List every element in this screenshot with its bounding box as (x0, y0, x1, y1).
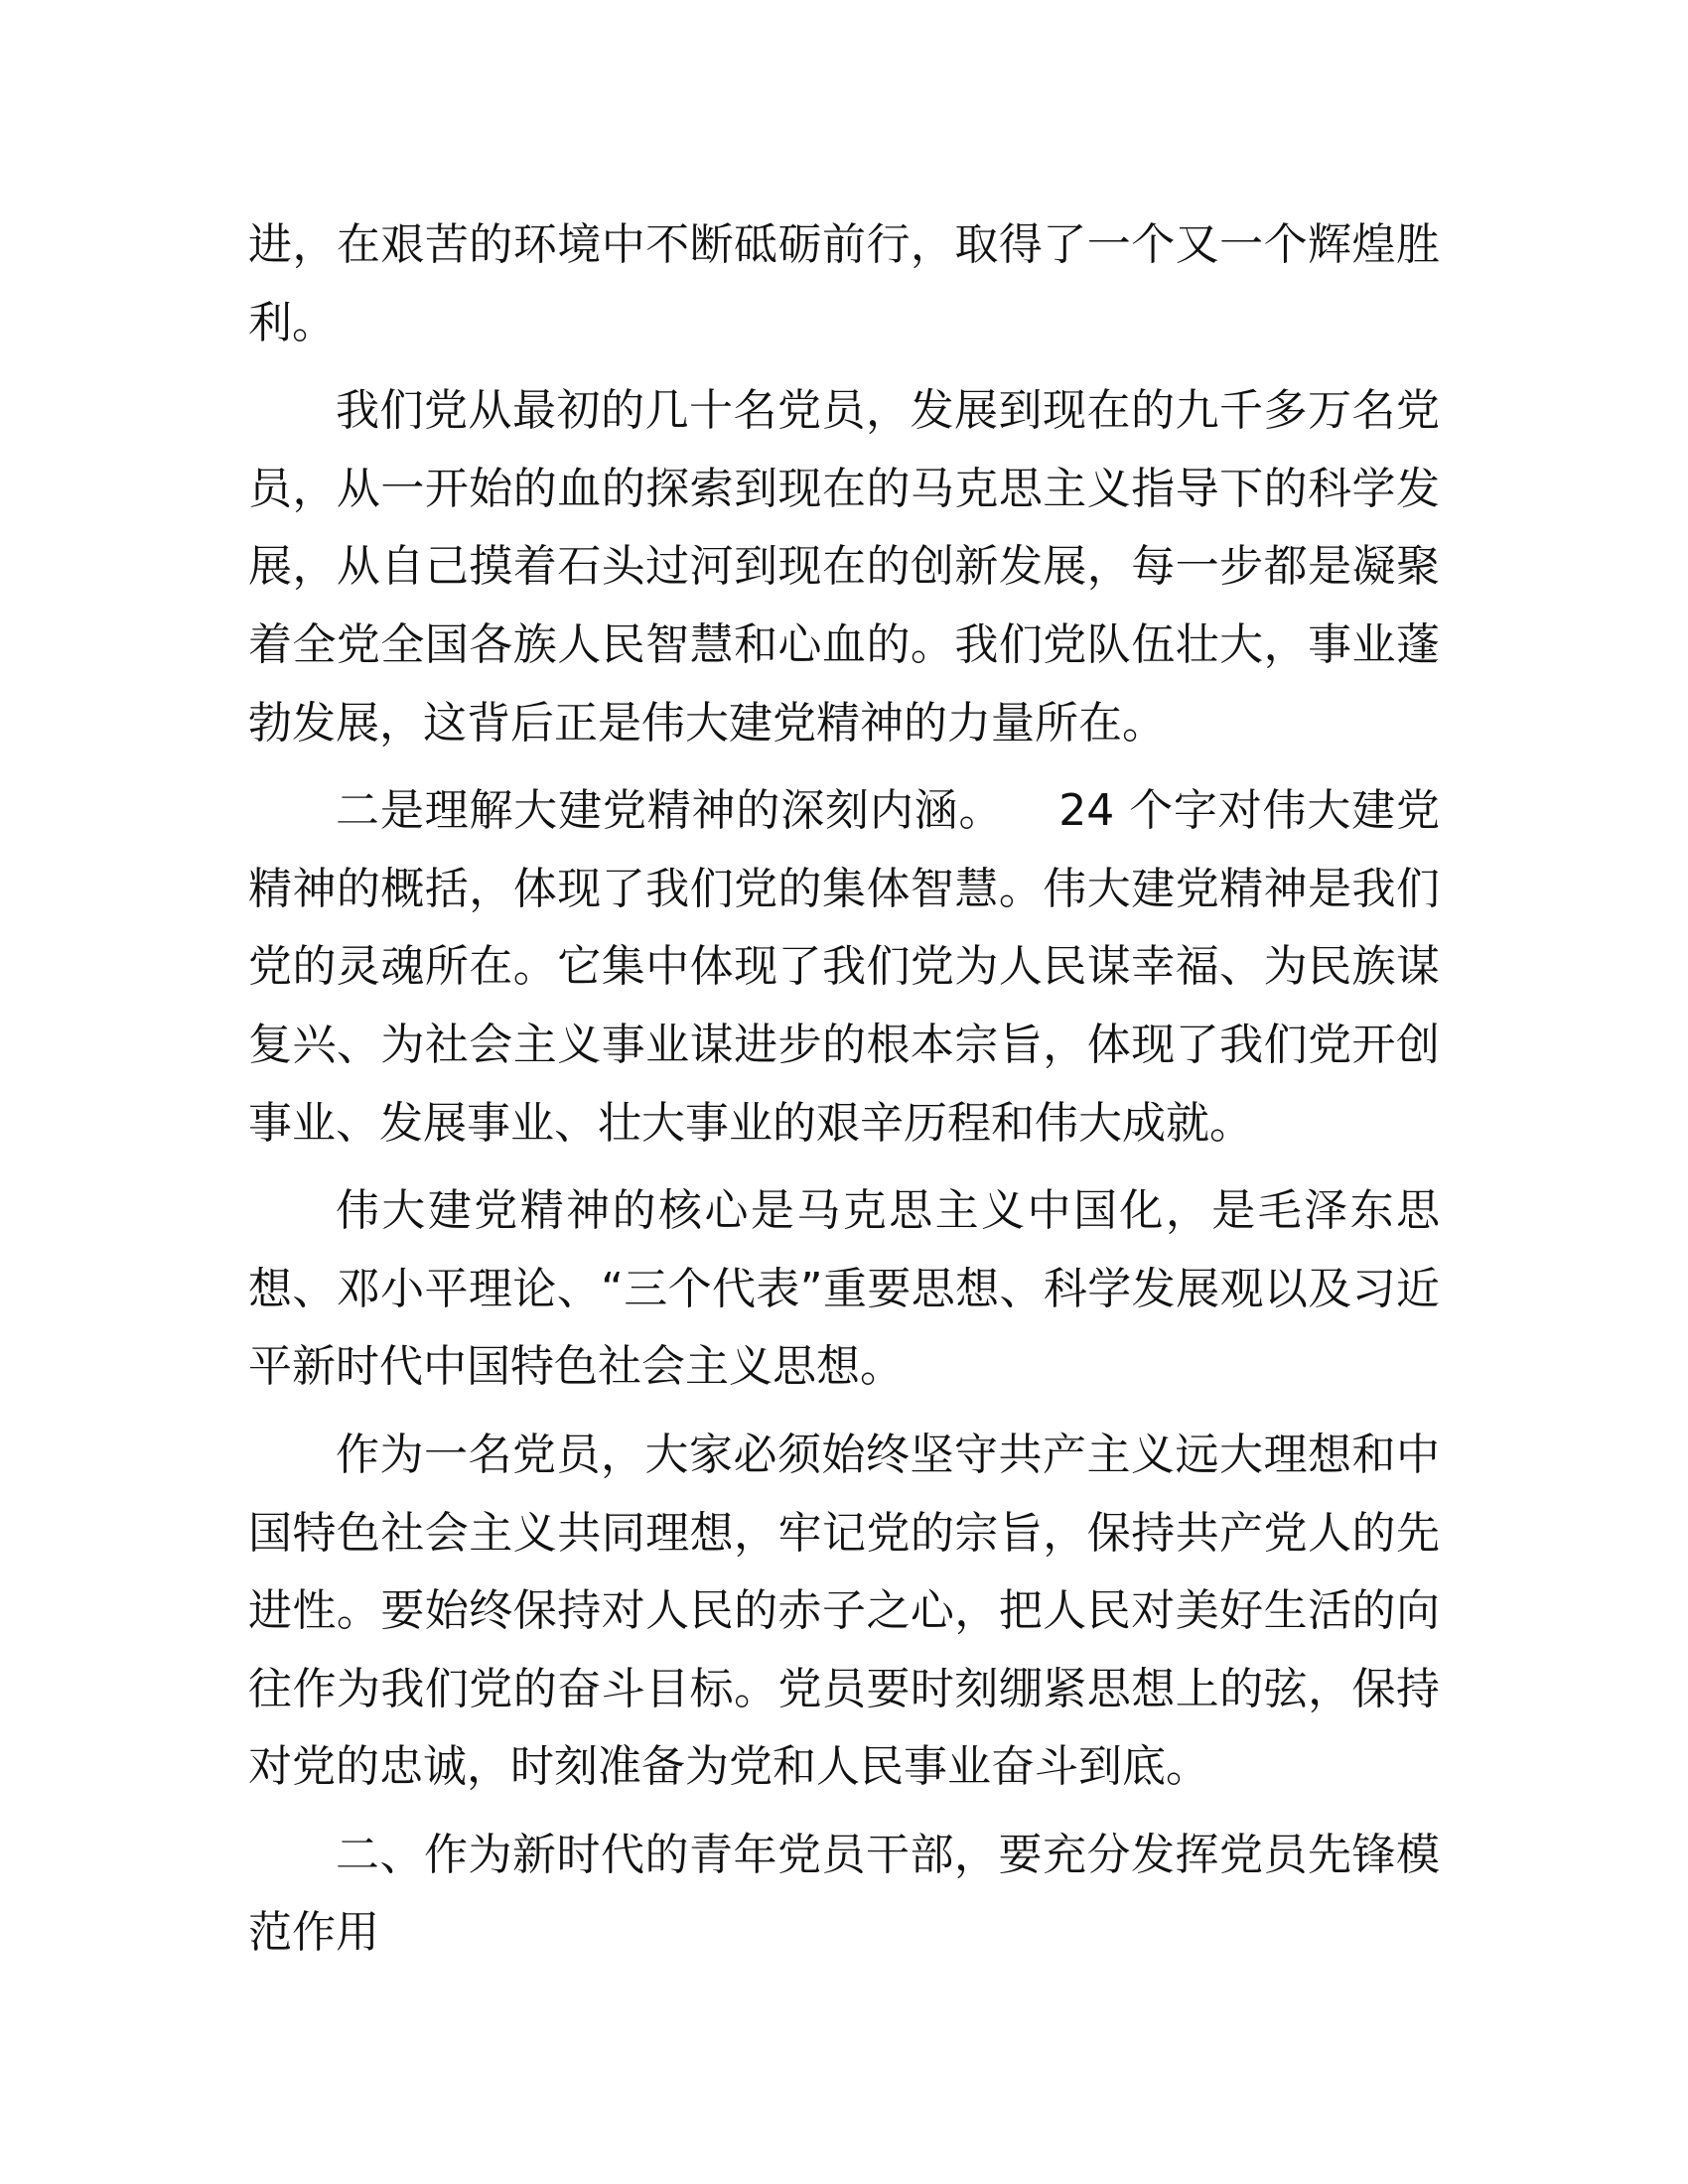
paragraph-party-development: 我们党从最初的几十名党员，发展到现在的九千多万名党员，从一开始的血的探索到现在的马克思主义指导下的科学发展，从自己摸着石头过河到现在的创新发展，每一步都是凝聚着全党全国各族人民智慧和心血的。我们党队伍壮大，事业蓬勃发展，这背后正是伟大建党精神的力量所在。 (248, 385, 1440, 749)
section-body-text: 24 个字对伟大建党精神的概括，体现了我们党的集体智慧。伟大建党精神是我们党的灵魂所在。它集中体现了我们党为人民谋幸福、为民族谋复兴、为社会主义事业谋进步的根本宗旨，体现了我们党开创事业、发展事业、壮大事业的艰辛历程和伟大成就。 (248, 785, 1441, 1149)
paragraph-spirit-core: 伟大建党精神的核心是马克思主义中国化，是毛泽东思想、邓小平理论、“三个代表”重要思想、科学发展观以及习近平新时代中国特色社会主义思想。 (248, 1185, 1440, 1393)
document-body (248, 206, 1440, 1982)
paragraph-party-member-duty: 作为一名党员，大家必须始终坚守共产主义远大理想和中国特色社会主义共同理想，牢记党的宗旨，保持共产党人的先进性。要始终保持对人民的赤子之心，把人民对美好生活的向往作为我们党的奋斗目标。党员要时刻绷紧思想上的弦，保持对党的忠诚，时刻准备为党和人民事业奋斗到底。 (248, 1429, 1440, 1793)
paragraph-spirit-connotation (248, 772, 1440, 1162)
paragraph-continued: 进，在艰苦的环境中不断砥砺前行，取得了一个又一个辉煌胜利。 (248, 219, 1440, 348)
section-heading-two: 二、作为新时代的青年党员干部，要充分发挥党员先锋模范作用 (248, 1829, 1440, 1959)
section-subheading: 二是理解大建党精神的深刻内涵。 (336, 785, 1004, 837)
